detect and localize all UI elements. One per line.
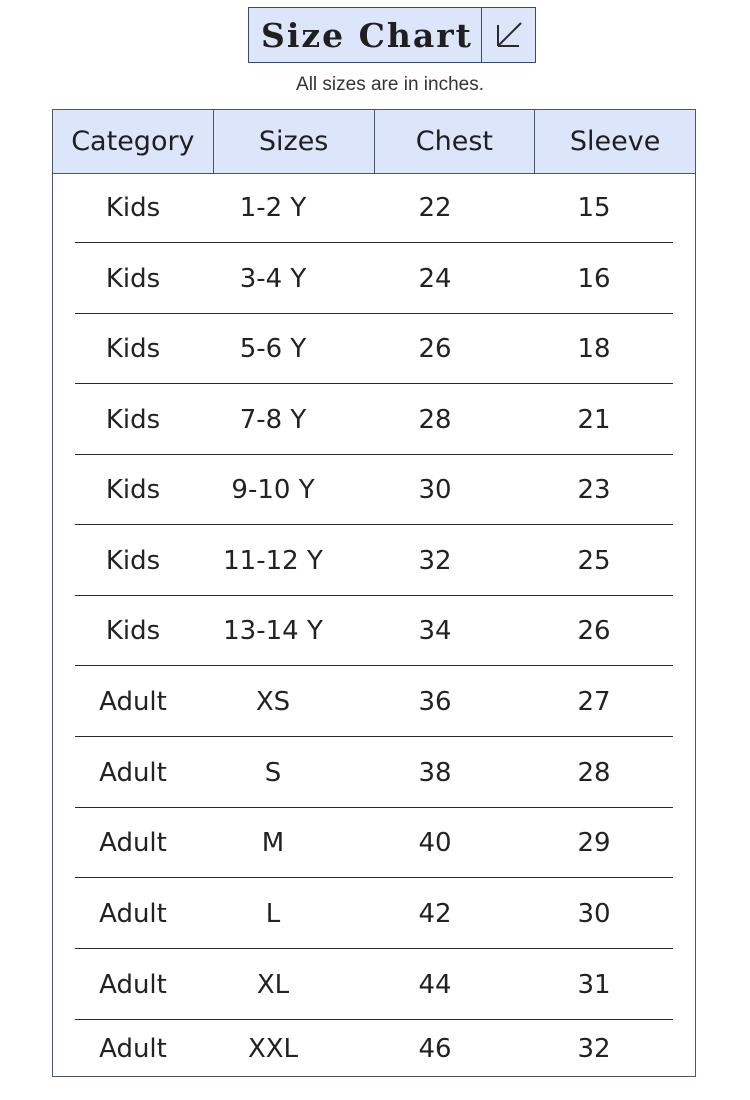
sleeve-cell: 15 — [577, 192, 611, 223]
sleeve-cell: 31 — [577, 969, 611, 1000]
sleeve-cell: 18 — [577, 333, 611, 364]
table-row — [75, 950, 673, 1020]
header-category: Category — [53, 110, 214, 173]
table-row — [75, 455, 673, 525]
sleeve-cell: 26 — [577, 615, 611, 646]
size-cell: M — [261, 827, 285, 858]
size-cell: S — [264, 757, 282, 788]
size-cell: 5-6 Y — [239, 333, 307, 364]
units-note: All sizes are in inches. — [296, 74, 484, 95]
header-chest: Chest — [375, 110, 536, 173]
size-cell: 3-4 Y — [239, 263, 307, 294]
table-row — [75, 808, 673, 878]
category-cell: Kids — [105, 545, 161, 576]
chest-cell: 38 — [418, 757, 452, 788]
table-header — [53, 110, 695, 174]
size-cell: XS — [255, 686, 291, 717]
title-box — [248, 7, 536, 63]
size-cell: XL — [256, 969, 290, 1000]
category-cell: Kids — [105, 474, 161, 505]
chest-cell: 40 — [418, 827, 452, 858]
table-row — [75, 385, 673, 455]
category-cell: Kids — [105, 615, 161, 646]
table-row — [75, 738, 673, 808]
chest-cell: 46 — [418, 1033, 452, 1064]
chest-cell: 30 — [418, 474, 452, 505]
sleeve-cell: 25 — [577, 545, 611, 576]
chest-cell: 24 — [418, 263, 452, 294]
table-row — [75, 879, 673, 949]
size-table — [52, 109, 696, 1077]
sleeve-cell: 28 — [577, 757, 611, 788]
size-cell: 1-2 Y — [239, 192, 307, 223]
category-cell: Adult — [99, 969, 167, 1000]
category-cell: Adult — [99, 686, 167, 717]
sleeve-cell: 30 — [577, 898, 611, 929]
table-row — [75, 596, 673, 666]
category-cell: Adult — [99, 757, 167, 788]
chest-cell: 42 — [418, 898, 452, 929]
chest-cell: 26 — [418, 333, 452, 364]
size-cell: XXL — [247, 1033, 299, 1064]
chest-cell: 44 — [418, 969, 452, 1000]
header-sleeve: Sleeve — [569, 126, 661, 157]
sleeve-cell: 32 — [577, 1033, 611, 1064]
table-row — [75, 526, 673, 596]
size-cell: 9-10 Y — [231, 474, 315, 505]
sleeve-cell: 29 — [577, 827, 611, 858]
category-cell: Kids — [105, 263, 161, 294]
category-cell: Kids — [105, 404, 161, 435]
table-row — [75, 1021, 673, 1076]
size-cell: 7-8 Y — [239, 404, 307, 435]
category-cell: Adult — [99, 827, 167, 858]
category-cell: Kids — [105, 333, 161, 364]
chest-cell: 22 — [418, 192, 452, 223]
table-row — [75, 173, 673, 243]
sleeve-cell: 16 — [577, 263, 611, 294]
chest-cell: 32 — [418, 545, 452, 576]
size-cell: 13-14 Y — [223, 615, 323, 646]
chest-cell: 28 — [418, 404, 452, 435]
sleeve-cell: 27 — [577, 686, 611, 717]
sleeve-cell: 21 — [577, 404, 611, 435]
page-title: Size Chart — [249, 8, 482, 62]
size-cell: 11-12 Y — [223, 545, 323, 576]
chest-cell: 36 — [418, 686, 452, 717]
category-cell: Adult — [99, 898, 167, 929]
sleeve-cell: 23 — [577, 474, 611, 505]
size-cell: L — [265, 898, 281, 929]
category-cell: Kids — [105, 192, 161, 223]
diagonal-arrow-icon — [482, 8, 535, 62]
table-row — [75, 667, 673, 737]
table-row — [75, 244, 673, 314]
header-sizes: Sizes — [214, 110, 375, 173]
chest-cell: 34 — [418, 615, 452, 646]
table-row — [75, 314, 673, 384]
category-cell: Adult — [99, 1033, 167, 1064]
